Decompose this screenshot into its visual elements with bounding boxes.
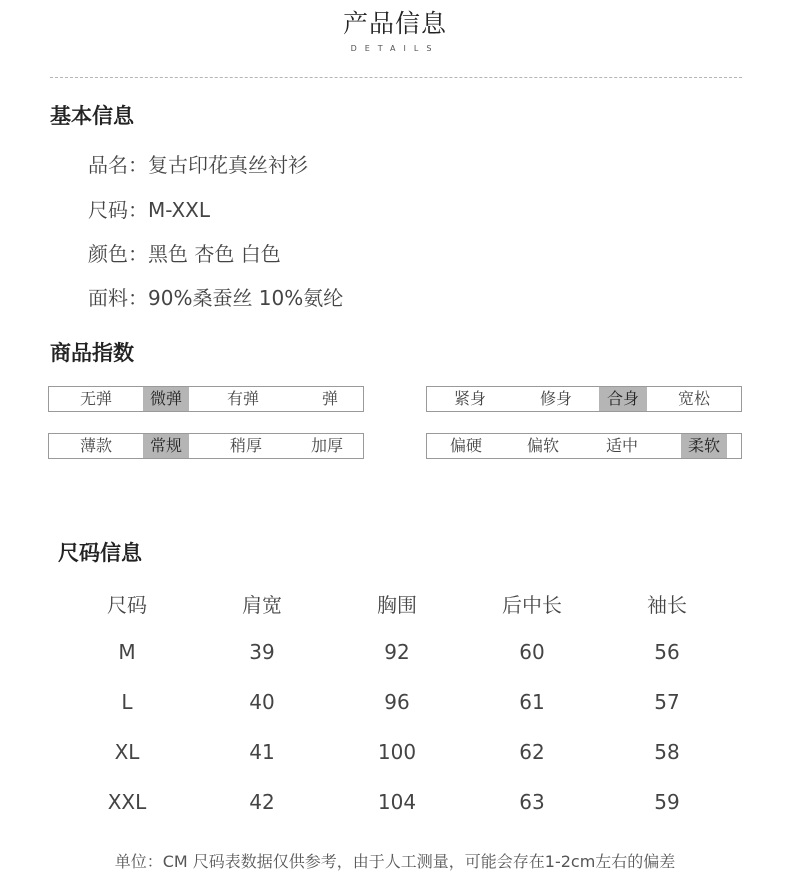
scale-option: 无弹 bbox=[79, 389, 112, 408]
info-value: 复古印花真丝衬衫 bbox=[148, 153, 308, 177]
table-cell: 63 bbox=[519, 790, 545, 814]
scale-option: 加厚 bbox=[310, 436, 343, 455]
table-cell: 61 bbox=[519, 690, 545, 714]
table-cell: XXL bbox=[107, 790, 147, 814]
size-col-header: 袖长 bbox=[647, 593, 687, 617]
scale-option: 偏软 bbox=[526, 436, 559, 455]
table-cell: 41 bbox=[249, 740, 275, 764]
product-index-heading: 商品指数 bbox=[50, 341, 134, 365]
table-cell: 62 bbox=[519, 740, 545, 764]
scale-option: 常规 bbox=[143, 434, 189, 458]
size-col-header: 尺码 bbox=[107, 593, 147, 617]
info-label: 尺码： bbox=[88, 198, 148, 222]
page-subtitle: DETAILS bbox=[350, 44, 440, 53]
table-cell: 104 bbox=[377, 790, 417, 814]
scale-option: 稍厚 bbox=[229, 436, 262, 455]
info-label: 颜色： bbox=[88, 242, 148, 266]
scale-option: 合身 bbox=[599, 387, 647, 411]
scale-option: 偏硬 bbox=[449, 436, 482, 455]
scale-option: 紧身 bbox=[453, 389, 486, 408]
table-cell: 96 bbox=[384, 690, 410, 714]
table-cell: M bbox=[118, 640, 136, 664]
table-cell: 42 bbox=[249, 790, 275, 814]
scale-option: 有弹 bbox=[226, 389, 259, 408]
table-cell: XL bbox=[114, 740, 140, 764]
size-note: 单位：CM 尺码表数据仅供参考，由于人工测量，可能会存在1-2cm左右的偏差 bbox=[114, 852, 676, 871]
info-label: 品名： bbox=[88, 153, 148, 177]
size-col-header: 肩宽 bbox=[242, 593, 282, 617]
size-info-heading: 尺码信息 bbox=[58, 541, 142, 565]
scale-option: 柔软 bbox=[681, 434, 727, 458]
scale-option: 弹 bbox=[321, 389, 338, 408]
size-col-header: 胸围 bbox=[377, 593, 417, 617]
scale-option: 微弹 bbox=[143, 387, 189, 411]
table-cell: 40 bbox=[249, 690, 275, 714]
table-cell: 92 bbox=[384, 640, 410, 664]
table-cell: 100 bbox=[377, 740, 417, 764]
table-cell: 39 bbox=[249, 640, 275, 664]
scale-option: 修身 bbox=[539, 389, 572, 408]
table-cell: L bbox=[121, 690, 133, 714]
info-value: 90%桑蚕丝 10%氨纶 bbox=[148, 286, 344, 310]
info-value: 黑色 杏色 白色 bbox=[148, 242, 281, 266]
page-title: 产品信息 bbox=[342, 9, 447, 38]
info-value: M-XXL bbox=[148, 198, 211, 222]
table-cell: 56 bbox=[654, 640, 680, 664]
scale-option: 薄款 bbox=[79, 436, 112, 455]
table-cell: 59 bbox=[654, 790, 680, 814]
basic-info-heading: 基本信息 bbox=[50, 104, 134, 128]
table-cell: 60 bbox=[519, 640, 545, 664]
scale-option: 宽松 bbox=[677, 389, 710, 408]
info-label: 面料： bbox=[88, 286, 148, 310]
size-col-header: 后中长 bbox=[502, 593, 562, 617]
table-cell: 57 bbox=[654, 690, 680, 714]
scale-option: 适中 bbox=[605, 436, 638, 455]
table-cell: 58 bbox=[654, 740, 680, 764]
